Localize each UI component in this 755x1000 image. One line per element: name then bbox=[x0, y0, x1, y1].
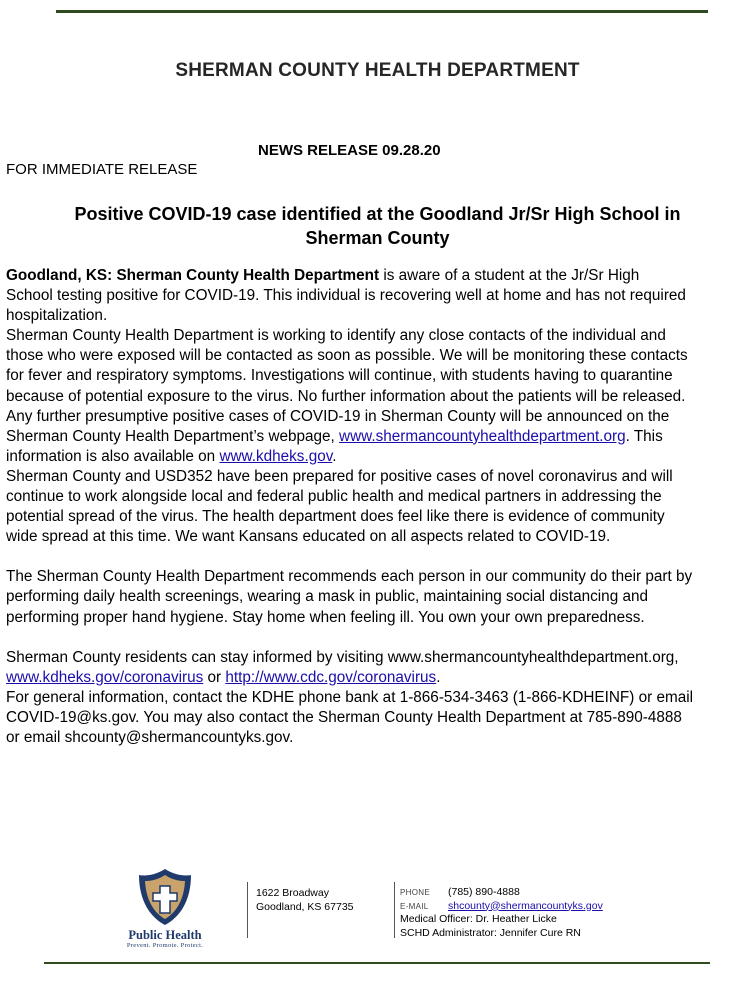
headline-line-2: Sherman County bbox=[305, 228, 450, 248]
contact-info bbox=[400, 886, 603, 940]
address-city: Goodland, KS 67735 bbox=[256, 901, 354, 913]
body-line: hospitalization. bbox=[6, 307, 108, 325]
footer-divider bbox=[394, 882, 395, 938]
email-link[interactable]: shcounty@shermancountyks.gov bbox=[448, 899, 603, 912]
body-line: Sherman County Health Department’s webpage, www.shermancountyhealthdepartment.org. This bbox=[6, 427, 663, 445]
address bbox=[256, 886, 354, 914]
body-line: continue to work alongside local and federal public health and medical partners in addressing the bbox=[6, 488, 662, 506]
phone-row bbox=[400, 886, 603, 900]
body-line: for fever and respiratory symptoms. Investigations will continue, with students having to quarantine bbox=[6, 367, 673, 385]
kdheks-link[interactable]: www.kdheks.gov bbox=[219, 447, 333, 465]
body-line: Sherman County residents can stay informed by visiting www.shermancountyhealthdepartment.org, bbox=[6, 648, 679, 666]
body-line: those who were exposed will be contacted as soon as possible. We will be monitoring these contacts bbox=[6, 347, 688, 365]
footer-rule bbox=[44, 962, 710, 964]
medical-officer: Medical Officer: Dr. Heather Licke bbox=[400, 913, 557, 925]
dateline: Goodland, KS: Sherman County Health Department bbox=[6, 267, 380, 284]
news-release-date: NEWS RELEASE 09.28.20 bbox=[258, 142, 441, 159]
body-line: Goodland, KS: Sherman County Health Department is aware of a student at the Jr/Sr High bbox=[6, 267, 640, 284]
headline bbox=[0, 202, 755, 250]
top-rule bbox=[56, 10, 708, 13]
body-line: www.kdheks.gov/coronavirus or http://www.cdc.gov/coronavirus. bbox=[6, 668, 441, 686]
administrator: SCHD Administrator: Jennifer Cure RN bbox=[400, 926, 581, 939]
body-line: Sherman County Health Department is working to identify any close contacts of the individual and bbox=[6, 327, 666, 345]
phone-label: PHONE bbox=[400, 888, 430, 897]
kdheks-coronavirus-link[interactable]: www.kdheks.gov/coronavirus bbox=[6, 668, 204, 686]
article-body bbox=[6, 266, 755, 748]
footer-divider bbox=[247, 882, 248, 938]
body-line: potential spread of the virus. The health department does feel like there is evidence of community bbox=[6, 508, 665, 526]
body-line: performing proper hand hygiene. Stay home when feeling ill. You own your own preparedness. bbox=[6, 608, 645, 626]
body-line: performing daily health screenings, wearing a mask in public, maintaining social distancing and bbox=[6, 588, 648, 606]
body-line: COVID-19@ks.gov. You may also contact the Sherman County Health Department at 785-890-4888 bbox=[6, 708, 682, 726]
body-line: School testing positive for COVID-19. This individual is recovering well at home and has not required bbox=[6, 287, 686, 305]
public-health-logo bbox=[114, 866, 216, 950]
logo-tagline: Prevent. Promote. Protect. bbox=[126, 942, 204, 949]
logo-text: Public Health bbox=[128, 928, 202, 942]
body-line: Sherman County and USD352 have been prepared for positive cases of novel coronavirus and will bbox=[6, 467, 673, 485]
cdc-coronavirus-link[interactable]: http://www.cdc.gov/coronavirus bbox=[225, 668, 437, 686]
body-line: For general information, contact the KDHE phone bank at 1-866-534-3463 (1-866-KDHEINF) or email bbox=[6, 688, 694, 706]
shield-icon bbox=[134, 866, 196, 928]
email-row bbox=[400, 900, 603, 914]
health-department-website-link[interactable]: www.shermancountyhealthdepartment.org bbox=[339, 427, 626, 445]
immediate-release-label: FOR IMMEDIATE RELEASE bbox=[6, 161, 198, 178]
address-street: 1622 Broadway bbox=[256, 887, 329, 899]
body-line: information is also available on www.kdheks.gov. bbox=[6, 447, 337, 465]
email-label: E-MAIL bbox=[400, 901, 429, 911]
department-title: SHERMAN COUNTY HEALTH DEPARTMENT bbox=[175, 60, 580, 81]
body-line: because of potential exposure to the virus. No further information about the patients will be released. bbox=[6, 387, 686, 405]
phone-number: (785) 890-4888 bbox=[448, 886, 520, 898]
headline-line-1: Positive COVID-19 case identified at the Goodland Jr/Sr High School in bbox=[74, 204, 681, 224]
body-line: The Sherman County Health Department recommends each person in our community do their part by bbox=[6, 568, 693, 586]
body-line: Any further presumptive positive cases of COVID-19 in Sherman County will be announced on the bbox=[6, 407, 670, 425]
body-line: wide spread at this time. We want Kansans educated on all aspects related to COVID-19. bbox=[6, 528, 611, 546]
body-line: or email shcounty@shermancountyks.gov. bbox=[6, 728, 294, 746]
